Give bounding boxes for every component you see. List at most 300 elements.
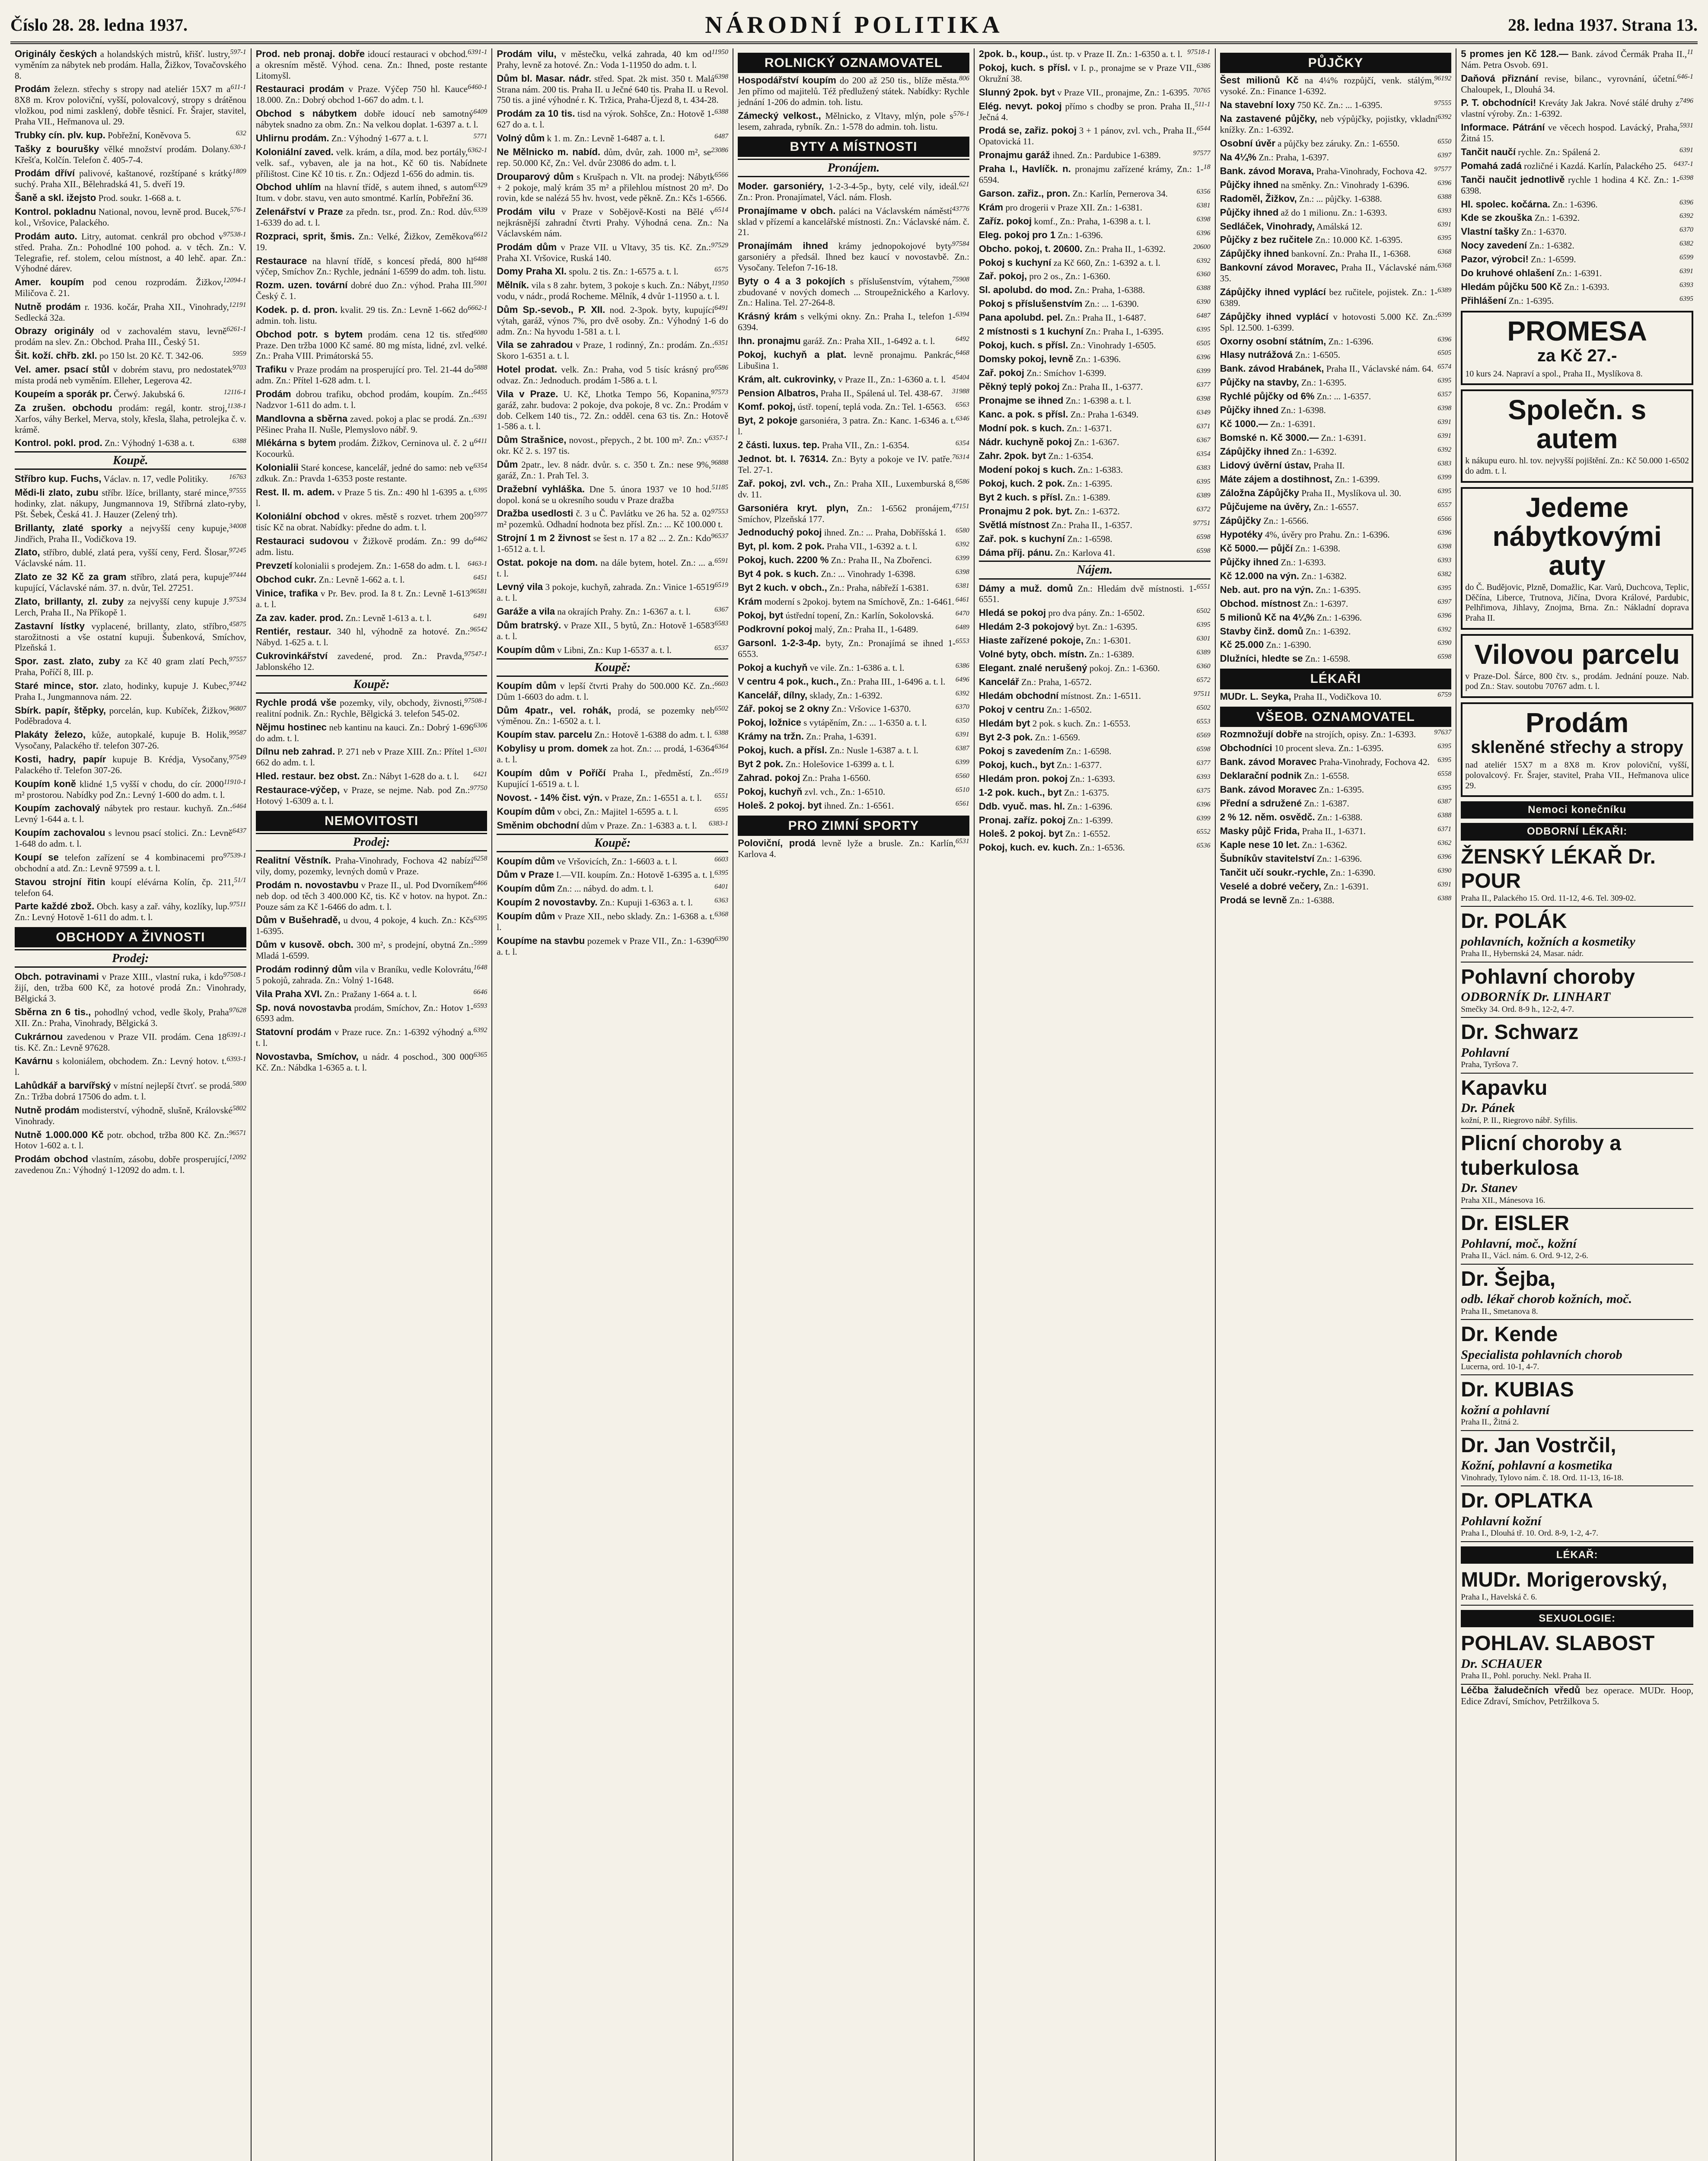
ad-number: 6464	[232, 803, 246, 810]
ad-number: 6396	[1437, 335, 1452, 343]
classified-ad	[1220, 895, 1452, 906]
classified-ad	[15, 277, 246, 299]
ad-number: 6463-1	[468, 560, 488, 567]
ad-headline: Koupím dům	[497, 883, 555, 894]
classified-ad	[1220, 287, 1452, 309]
ad-body: na dále bytem, hotel. Zn.: ... a. t. l.	[497, 557, 715, 579]
ad-number: 632	[236, 129, 246, 137]
column-4	[733, 48, 975, 2161]
ad-number: 6398	[1679, 174, 1693, 182]
ad-headline: Půjčky ihned	[1220, 405, 1279, 416]
ad-body: zavedenou v Praze VII. prodám. Cena 18 tis. Kč. Zn.: Levně 97628.	[15, 1031, 227, 1053]
ad-number: 1648	[473, 963, 488, 971]
ad-headline: Pokoj, kuch., byt	[978, 759, 1055, 770]
ad-headline: Dům Sp.-sevob., P. XII.	[497, 304, 605, 315]
ad-number: 6362	[1437, 839, 1452, 847]
ad-headline: Prodám dříví	[15, 168, 75, 179]
ad-body: Zn.: Praha, 1-6391.	[806, 731, 876, 742]
ad-body: Zn.: 1-6396.	[1328, 336, 1373, 347]
ad-body: Zn.: ... 1-6357.	[1316, 391, 1371, 402]
classified-ad	[738, 568, 969, 580]
ad-body: vlastním, zásobu, dobře prosperující, zavedenou Zn.: Výhodný 1-12092 do adm. t. l.	[15, 1154, 229, 1176]
ad-number: 6437-1	[1673, 160, 1693, 168]
ad-body: Zn.: 1-6392.	[1305, 626, 1351, 637]
display-ad-headline: Vilovou parcelu	[1474, 638, 1680, 670]
ad-headline: Zápůjčky ihned vyplácí	[1220, 287, 1326, 298]
ad-body: ve Vršovicích, Zn.: 1-6603 a. t. l.	[557, 856, 677, 867]
ad-body: č. 3 u Č. Pavlátku ve 26 ha. 52 a. 02 m² pozemků. Odhadní hodnota bez přísl. Zn.: ... Kč 100.000 t.	[497, 508, 723, 530]
ad-number: 6395	[1437, 584, 1452, 592]
ad-body: s vytápěním, Zn.: ... 1-6350 a. t. l.	[803, 717, 927, 728]
ad-body: v Žižkově prodám. Zn.: 99 do adm. listu.	[255, 536, 474, 558]
ad-body: Litry, automat. cenkrál pro obchod v střed. Praha. Zn.: Pohodlné 100 pohod. a. v těch. Zn.: V. Telegrafie, ref. stolem, celou místnost, a 40 lehč. apar. Zn.: Výhodné dárev.	[15, 231, 246, 274]
ad-body: Zn.: Levně 1-613 a. t. l.	[345, 612, 432, 623]
ad-headline: Do kruhové ohlašení	[1461, 268, 1555, 279]
ad-headline: Nutně prodám	[15, 301, 81, 312]
section-heading: ODBORNÍ LÉKAŘI:	[1461, 823, 1693, 840]
classified-ad	[497, 820, 728, 831]
section-heading: LÉKAŘI	[1220, 669, 1452, 689]
ad-number: 6411	[474, 437, 488, 445]
doctor-specialty: ODBORNÍK Dr. LINHART	[1461, 990, 1611, 1004]
doctor-specialty: Specialista pohlavních chorob	[1461, 1347, 1622, 1362]
classified-ad	[15, 754, 246, 776]
ad-body: v okres. městě s rozvet. trhem 200 tisíc Kč na obrat. Nabídky: předne do adm. t. l.	[255, 511, 474, 533]
ad-body: Zn.: 1-6375.	[1064, 787, 1109, 798]
ad-headline: Ne Mělnicko m. nabíd.	[497, 146, 601, 157]
classified-ad	[497, 581, 728, 603]
ad-number: 6387	[1437, 797, 1452, 805]
ad-number: 5999	[473, 939, 488, 947]
classified-ad	[979, 787, 1211, 798]
ad-headline: Na stavební loxy	[1220, 99, 1295, 111]
ad-number: 6569	[1196, 731, 1211, 739]
ad-headline: Obcho. pokoj, t. 20600.	[978, 243, 1083, 254]
ad-headline: Obrazy originály	[15, 325, 94, 337]
ad-body: porcelán, kup. Kubíček, Žižkov, Poděbradova 4.	[15, 705, 229, 727]
ad-body: Zn.: 1-6391.	[1323, 881, 1369, 892]
ad-body: v Pr. Bev. prod. Ia 8 t. Zn.: Levně 1-613 a. t. l.	[255, 588, 470, 609]
ad-headline: Prodám za 10 tis.	[497, 108, 575, 119]
classified-ad	[1461, 281, 1693, 293]
display-ad	[1461, 634, 1693, 698]
ad-headline: Hl. spolec. kočárna.	[1461, 198, 1550, 210]
ad-headline: Volný dům	[497, 132, 545, 143]
ad-number: 6383	[1196, 464, 1211, 472]
ad-body: v Praze XII., nebo sklady. Zn.: 1-6368 a. t. l.	[497, 911, 715, 933]
ad-body: bez ručitele, pojistek. Zn.: 1-6389.	[1220, 287, 1438, 309]
ad-headline: Kč 5000.— půjčí	[1220, 542, 1293, 554]
classified-ad	[979, 437, 1211, 448]
classified-ad	[979, 367, 1211, 379]
ad-number: 6502	[714, 704, 729, 712]
classified-ad	[15, 402, 246, 435]
ad-body: 750 Kč. Zn.: ... 1-6395.	[1297, 100, 1383, 111]
ad-number: 45404	[952, 373, 969, 381]
classified-ad	[256, 462, 488, 484]
ad-body: dům, dvůr, zah. 1000 m², se rep. 50.000 Kč, Zn.: Vel. dvůr 23086 do adm. t. l.	[497, 147, 711, 168]
ad-headline: Sbírk. papír, štěpky,	[15, 704, 106, 716]
ad-number: 6367	[714, 606, 729, 614]
classified-ad	[1461, 295, 1693, 306]
classified-ad	[497, 364, 728, 386]
ad-body: Zn.: 1-6389.	[1065, 492, 1110, 503]
ad-body: Zn.: Hledám dvě místnosti. 1-6551.	[978, 583, 1197, 605]
classified-ad	[979, 533, 1211, 545]
issue-date: Číslo 28. 28. ledna 1937.	[10, 15, 188, 35]
classified-ad	[738, 110, 969, 132]
ad-number: 6395	[1196, 326, 1211, 334]
ad-number: 6389	[1437, 287, 1452, 294]
display-ad	[1461, 487, 1693, 630]
classified-ad	[256, 722, 488, 744]
ad-number: 96888	[711, 459, 729, 466]
ad-number: 6388	[714, 729, 729, 737]
ad-headline: Pokoj, kuch. 2 pok.	[978, 478, 1065, 489]
ad-headline: Nocy zavedení	[1461, 240, 1527, 251]
ad-body: Zn.: Praha, nábřeží 1-6381.	[829, 583, 929, 593]
ad-headline: MUDr. L. Seyka,	[1220, 691, 1291, 702]
ad-headline: Prodá se levně	[1220, 894, 1287, 905]
classified-ad	[738, 759, 969, 770]
classified-ad	[1220, 166, 1452, 177]
ad-body: se šest n. 17 a 82 ... 2. Zn.: Kdo 1-6512 a. t. l.	[497, 533, 711, 554]
ad-headline: Domsky pokoj, levně	[978, 354, 1074, 365]
doctor-details: Praha II., Smetanova 8.	[1461, 1307, 1538, 1316]
ad-headline: Na 4¼%	[1220, 151, 1256, 163]
classified-ad	[979, 62, 1211, 84]
ad-number: 97518-1	[1187, 48, 1211, 56]
ad-body: garáž. Zn.: Praha XII., 1-6492 a. t. l.	[803, 335, 935, 346]
section-heading: OBCHODY A ŽIVNOSTI	[15, 927, 246, 947]
ad-number: 6388	[1437, 811, 1452, 819]
ad-number: 51/1	[234, 876, 246, 884]
ad-headline: Zápůjčky ihned	[1220, 446, 1289, 457]
ad-body: Zn.: 1-6505.	[1295, 350, 1340, 360]
ad-body: Zn.: 1-6390.	[1266, 640, 1311, 650]
ad-body: Zn.: Praha II., Na Zbořenci.	[831, 555, 932, 566]
ad-number: 6391	[473, 413, 488, 421]
ad-body: Zn.: 1-6398.	[1295, 543, 1340, 554]
ad-headline: Kanc. a pok. s přísl.	[978, 408, 1068, 420]
ad-number: 23086	[711, 146, 729, 154]
ad-body: National, novou, levně prod. Bucek, kol., Vršovice, Palackého.	[15, 207, 230, 228]
ad-body: Zn.: 1-6569.	[1035, 732, 1080, 743]
column-2	[252, 48, 493, 2161]
doctor-specialty: Dr. Pánek	[1461, 1101, 1515, 1116]
classified-ad	[1461, 268, 1693, 279]
ad-headline: Vlastní tašky	[1461, 226, 1519, 237]
classified-ad	[979, 547, 1211, 558]
classified-ad	[256, 939, 488, 961]
ad-number: 6395	[1196, 478, 1211, 485]
ad-headline: Obchod s nábytkem	[255, 108, 357, 119]
ad-body: ve věcech hospod. Lavácký, Praha, Žitná 15.	[1461, 122, 1680, 144]
ad-body: u dvou, 4 pokoje, 4 kuch. Zn.: Kčs 1-6395.	[255, 915, 474, 937]
classified-ad	[256, 206, 488, 228]
ad-headline: Dražba usedlosti	[497, 508, 574, 519]
ad-headline: Rest. II. m. adem.	[255, 486, 335, 497]
ad-headline: Dům	[497, 459, 518, 470]
ad-headline: Modní pok. s kuch.	[978, 422, 1064, 433]
ad-headline: Pokoj v centru	[978, 704, 1045, 715]
ad-number: 806	[959, 75, 969, 83]
ad-number: 6362-1	[468, 146, 488, 154]
classified-ad	[15, 168, 246, 190]
ad-headline: Bank. závod Moravec	[1220, 784, 1317, 795]
ad-headline: Lahůdkář a barvířský	[15, 1080, 111, 1091]
ad-number: 6398	[1437, 542, 1452, 550]
classified-ad	[1461, 212, 1693, 223]
ad-number: 6357-1	[708, 434, 729, 442]
ad-number: 34008	[229, 522, 246, 530]
classified-ad	[15, 803, 246, 825]
doctor-name: Kapavku	[1461, 1076, 1548, 1100]
ad-number: 6561	[955, 800, 969, 808]
classified-ad	[256, 231, 488, 253]
classified-ad	[1220, 234, 1452, 245]
ad-headline: Zápůjčky ihned	[1220, 248, 1289, 259]
section-subheading: Prodej:	[15, 949, 246, 968]
ad-headline: Kosti, hadry, papír	[15, 753, 106, 765]
classified-ad	[15, 1154, 246, 1176]
ad-number: 6560	[955, 772, 969, 780]
ad-body: za Kč 40 gram zlatí Pech, Praha, Poříčí 8, III. p.	[15, 656, 229, 678]
doctor-name: Dr. POLÁK	[1461, 910, 1567, 933]
ad-headline: Světlá místnost	[978, 519, 1049, 530]
ad-body: střed. Spat. 2k mist. 350 t. Malá Strana nám. 200 tis. Praha II. u Ječné 640 tis. Praha II. u Revol. 750 tis. a jiné výhodné r. K. Tržica, Praha-Újezd 8, t. 434-28.	[497, 73, 729, 105]
ad-number: 6510	[955, 786, 969, 794]
ad-body: Zn.: ... půjčky. 1-6388.	[1299, 193, 1382, 204]
ad-number: 6389	[1196, 491, 1211, 499]
ad-number: 6401	[714, 883, 729, 891]
ad-number: 16763	[229, 473, 246, 481]
ad-number: 6395	[1196, 621, 1211, 629]
ad-number: 6371	[1437, 825, 1452, 833]
ad-number: 6365	[473, 1051, 488, 1058]
doctor-name: Dr. EISLER	[1461, 1212, 1570, 1235]
classified-ad	[497, 792, 728, 803]
ad-body: na směnky. Zn.: Vinohrady 1-6396.	[1281, 179, 1409, 190]
ad-number: 6593	[473, 1002, 488, 1010]
ad-number: 6381	[955, 582, 969, 590]
ad-headline: Prodám dům	[497, 241, 557, 252]
ad-number: 6397	[1437, 598, 1452, 606]
ad-headline: Pokoj, kuch. a přísl.	[738, 745, 827, 756]
classified-ad	[15, 1080, 246, 1102]
section-heading: NEMOVITOSTI	[256, 811, 488, 831]
ad-number: 621	[959, 181, 969, 188]
ad-headline: Volné byty, obch. místn.	[978, 649, 1087, 660]
ad-headline: Prod. neb pronaj. dobře	[255, 48, 365, 59]
classified-ad	[1220, 798, 1452, 809]
classified-ad	[15, 1129, 246, 1151]
classified-ad	[15, 1055, 246, 1077]
classified-ad	[1461, 199, 1693, 210]
ad-headline: Zlato, brillanty, zl. zuby	[15, 596, 124, 607]
ad-headline: Koupí se	[15, 851, 59, 863]
ad-headline: Pokoj, kuch. s přísl.	[978, 340, 1068, 351]
ad-headline: Půjčky ihned	[1220, 556, 1279, 567]
ad-headline: Garsoniéra kryt. plyn,	[738, 502, 849, 513]
classified-ad	[1220, 612, 1452, 623]
ad-body: až do 1 milionu. Zn.: 1-6393.	[1281, 207, 1387, 218]
ad-body: Zn.: 1-6370.	[1521, 226, 1567, 237]
ad-body: vyplacené, brillanty, zlato, stříbro, starožitnosti a vše ostatní kupuji. Šubenková, Smíchov, Plzeňská 1.	[15, 621, 246, 653]
classified-ad	[1461, 174, 1693, 196]
ad-body: Zn.: Smíchov 1-6399.	[1026, 368, 1106, 379]
ad-headline: Vel. amer. psací stůl	[15, 364, 109, 375]
ad-body: Mělnicko, z Vltavy, mlýn, pole s lesem, zahrada, rybník. Zn.: 1-578 do admin. toh. listu.	[738, 110, 953, 132]
ad-number: 12092	[229, 1154, 246, 1161]
ad-number: 6612	[473, 230, 488, 238]
classified-ad	[738, 838, 969, 860]
ad-number: 6394	[955, 311, 969, 319]
ad-number: 6519	[714, 581, 729, 589]
classified-ad	[256, 612, 488, 624]
classified-ad	[738, 75, 969, 107]
ad-headline: Zelenářství v Praze	[255, 206, 343, 217]
ad-body: Zn.: 1-6382.	[1529, 240, 1574, 251]
classified-ad	[738, 596, 969, 607]
classified-ad	[979, 163, 1211, 185]
ad-body: Zn.: 1-6390.	[1330, 867, 1376, 878]
classified-ad	[1220, 515, 1452, 526]
classified-ad	[1220, 179, 1452, 191]
classified-ad	[497, 606, 728, 617]
ad-headline: Krám	[978, 201, 1004, 213]
ad-headline: V centru 4 pok., kuch.,	[738, 676, 839, 687]
ad-number: 6392	[1196, 257, 1211, 265]
ad-number: 1809	[232, 168, 246, 175]
ad-headline: Kobylisy u prom. domek	[497, 743, 608, 754]
ad-headline: Novost. - 14% čist. výn.	[497, 792, 602, 803]
ad-number: 6391	[1437, 418, 1452, 426]
classified-ad	[979, 271, 1211, 282]
ad-body: Praha II., Spálená ul. Tel. 438-67.	[820, 388, 943, 398]
ad-number: 6396	[1679, 198, 1693, 206]
ad-body: Zn.: Praha II., 1-6377.	[1062, 382, 1143, 392]
classified-ad	[979, 704, 1211, 715]
ad-number: 6398	[1196, 215, 1211, 223]
ad-body: 2 pok. s kuch. Zn.: 1-6553.	[1032, 718, 1131, 729]
ad-number: 6395	[1437, 488, 1452, 495]
ad-headline: Byt, 2 pokoje	[738, 415, 798, 426]
doctor-ad	[1461, 1375, 1693, 1431]
ad-number: 6519	[714, 767, 729, 775]
ad-number: 6387	[955, 745, 969, 752]
classified-ad	[979, 746, 1211, 757]
ad-body: Dne 5. února 1937 ve 10 hod. dopol. koná se u okresního soudu v Praze dražba	[497, 484, 712, 505]
ad-body: na hlavní třídě, s autem ihned, s autom Itum. v dobr. stavu, ven auto smontmé. Karlín, Pobřežní 36.	[255, 182, 474, 204]
ad-number: 97577	[1193, 150, 1211, 157]
classified-ad	[497, 133, 728, 144]
classified-ad	[256, 304, 488, 326]
ad-number: 6396	[1437, 529, 1452, 536]
ad-body: zlato, hodinky, kupuje J. Kubec, Praha I., Jungmannova nám. 22.	[15, 680, 229, 702]
ad-headline: Přihlášení	[1461, 295, 1507, 306]
ad-body: stříbr. lžíce, brillanty, staré mince, hodinky, zlat. nákupy, Jungmannova 19, Stříbrná zlato-ryby, Pšt. Šebek, Česká 41. J. Hauzer (Zelený trh).	[15, 488, 246, 520]
ad-number: 6390	[1437, 867, 1452, 874]
ad-headline: Krám, alt. cukrovinky,	[738, 373, 836, 385]
ad-body: garsoniéra, 3 patra. Zn.: Kanc. 1-6346 a. t. l.	[738, 415, 956, 437]
classified-ad	[979, 101, 1211, 123]
ad-body: na strojích, opisy. Zn.: 1-6393.	[1304, 729, 1416, 740]
ad-number: 5901	[473, 280, 488, 287]
ad-headline: Kaple nese 10 let.	[1220, 839, 1300, 850]
ad-headline: Poloviční, prodá	[738, 838, 816, 849]
ad-body: Zn.: Hotově 1-6388 do adm. t. l.	[594, 730, 712, 740]
ad-headline: Prodám vilu,	[497, 48, 557, 59]
ad-headline: Pronaj. zaříz. pokoj	[978, 814, 1066, 826]
classified-ad	[738, 478, 969, 500]
ad-headline: Komf. pokoj,	[738, 401, 796, 412]
classified-ad	[738, 374, 969, 385]
ad-headline: Zlato ze 32 Kč za gram	[15, 571, 127, 583]
classified-ad	[256, 784, 488, 806]
ad-number: 97511	[1193, 690, 1211, 698]
classified-ad	[1220, 446, 1452, 457]
ad-headline: Dům 4patr., vel. rohák,	[497, 704, 612, 716]
ad-number: 6646	[473, 988, 488, 996]
classified-ad	[979, 395, 1211, 406]
ad-number: 6393	[1196, 773, 1211, 781]
ad-body: v Praze XII., 5 bytů, Zn.: Hotově 1-6583 a. t. l.	[497, 620, 715, 642]
ad-number: 6368	[1437, 262, 1452, 270]
display-ad-text: nad ateliér 15X7 m a 8X8 m. Krov poloviční, vyšší, polovalcový. Fr. Šrajer, stavitel, Praha VII., Heřmanova ulice 29.	[1465, 760, 1689, 790]
classified-ad	[15, 1031, 246, 1053]
ad-body: Praha-Vinohrady, Fochova 42.	[1316, 166, 1427, 176]
ad-body: Zn.: 1-6395.	[1316, 584, 1361, 595]
ad-headline: Sp. nová novostavba	[255, 1002, 352, 1013]
ad-body: Zn.: Praha I., 1-6395.	[1086, 326, 1164, 337]
section-subheading: Prodej:	[256, 833, 488, 851]
ad-body: Zn.: Praha, 1-6572.	[1021, 676, 1092, 687]
classified-ad	[1220, 743, 1452, 754]
ad-body: Zn.: Nusle 1-6387 a. t. l.	[829, 745, 918, 756]
ad-headline: Hledám pron. pokoj	[978, 773, 1068, 784]
ad-number: 6586	[955, 478, 969, 485]
ad-headline: Pokoj, byt	[738, 609, 784, 621]
ad-headline: P. T. obchodníci!	[1461, 97, 1536, 108]
ad-headline: Obch. potravinami	[15, 971, 99, 982]
classified-ad	[979, 216, 1211, 227]
classified-ad	[497, 434, 728, 456]
ad-body: Zn.: 1-6395.	[1067, 478, 1112, 489]
classified-ad	[979, 125, 1211, 147]
ad-headline: Přední a sdružené	[1220, 797, 1302, 809]
ad-number: 6368	[1437, 248, 1452, 256]
ad-body: Zn.: 1-6354.	[1048, 450, 1093, 461]
ad-number: 6398	[1196, 395, 1211, 403]
classified-ad	[979, 450, 1211, 462]
ad-number: 6392	[1679, 212, 1693, 220]
ad-number: 97573	[711, 388, 729, 396]
classified-ad	[256, 437, 488, 459]
ad-headline: Koupím dům	[497, 911, 555, 922]
classified-ad	[979, 381, 1211, 392]
doctor-details: Smečky 34. Ord. 8-9 h., 12-2, 4-7.	[1461, 1004, 1574, 1014]
ad-headline: 2 místnosti s 1 kuchyní	[978, 326, 1083, 337]
classified-ad	[1220, 432, 1452, 443]
page-number: 28. ledna 1937. Strana 13.	[1508, 15, 1698, 35]
ad-number: 6398	[714, 73, 729, 80]
ad-number: 6536	[1196, 842, 1211, 850]
ad-number: 11	[1687, 48, 1693, 56]
ad-number: 6396	[1196, 354, 1211, 361]
classified-ad	[1220, 584, 1452, 596]
ad-body: v Praze, 1 rodinný, Zn.: prodám. Zn.: Skoro 1-6351 a. t. l.	[497, 340, 715, 361]
